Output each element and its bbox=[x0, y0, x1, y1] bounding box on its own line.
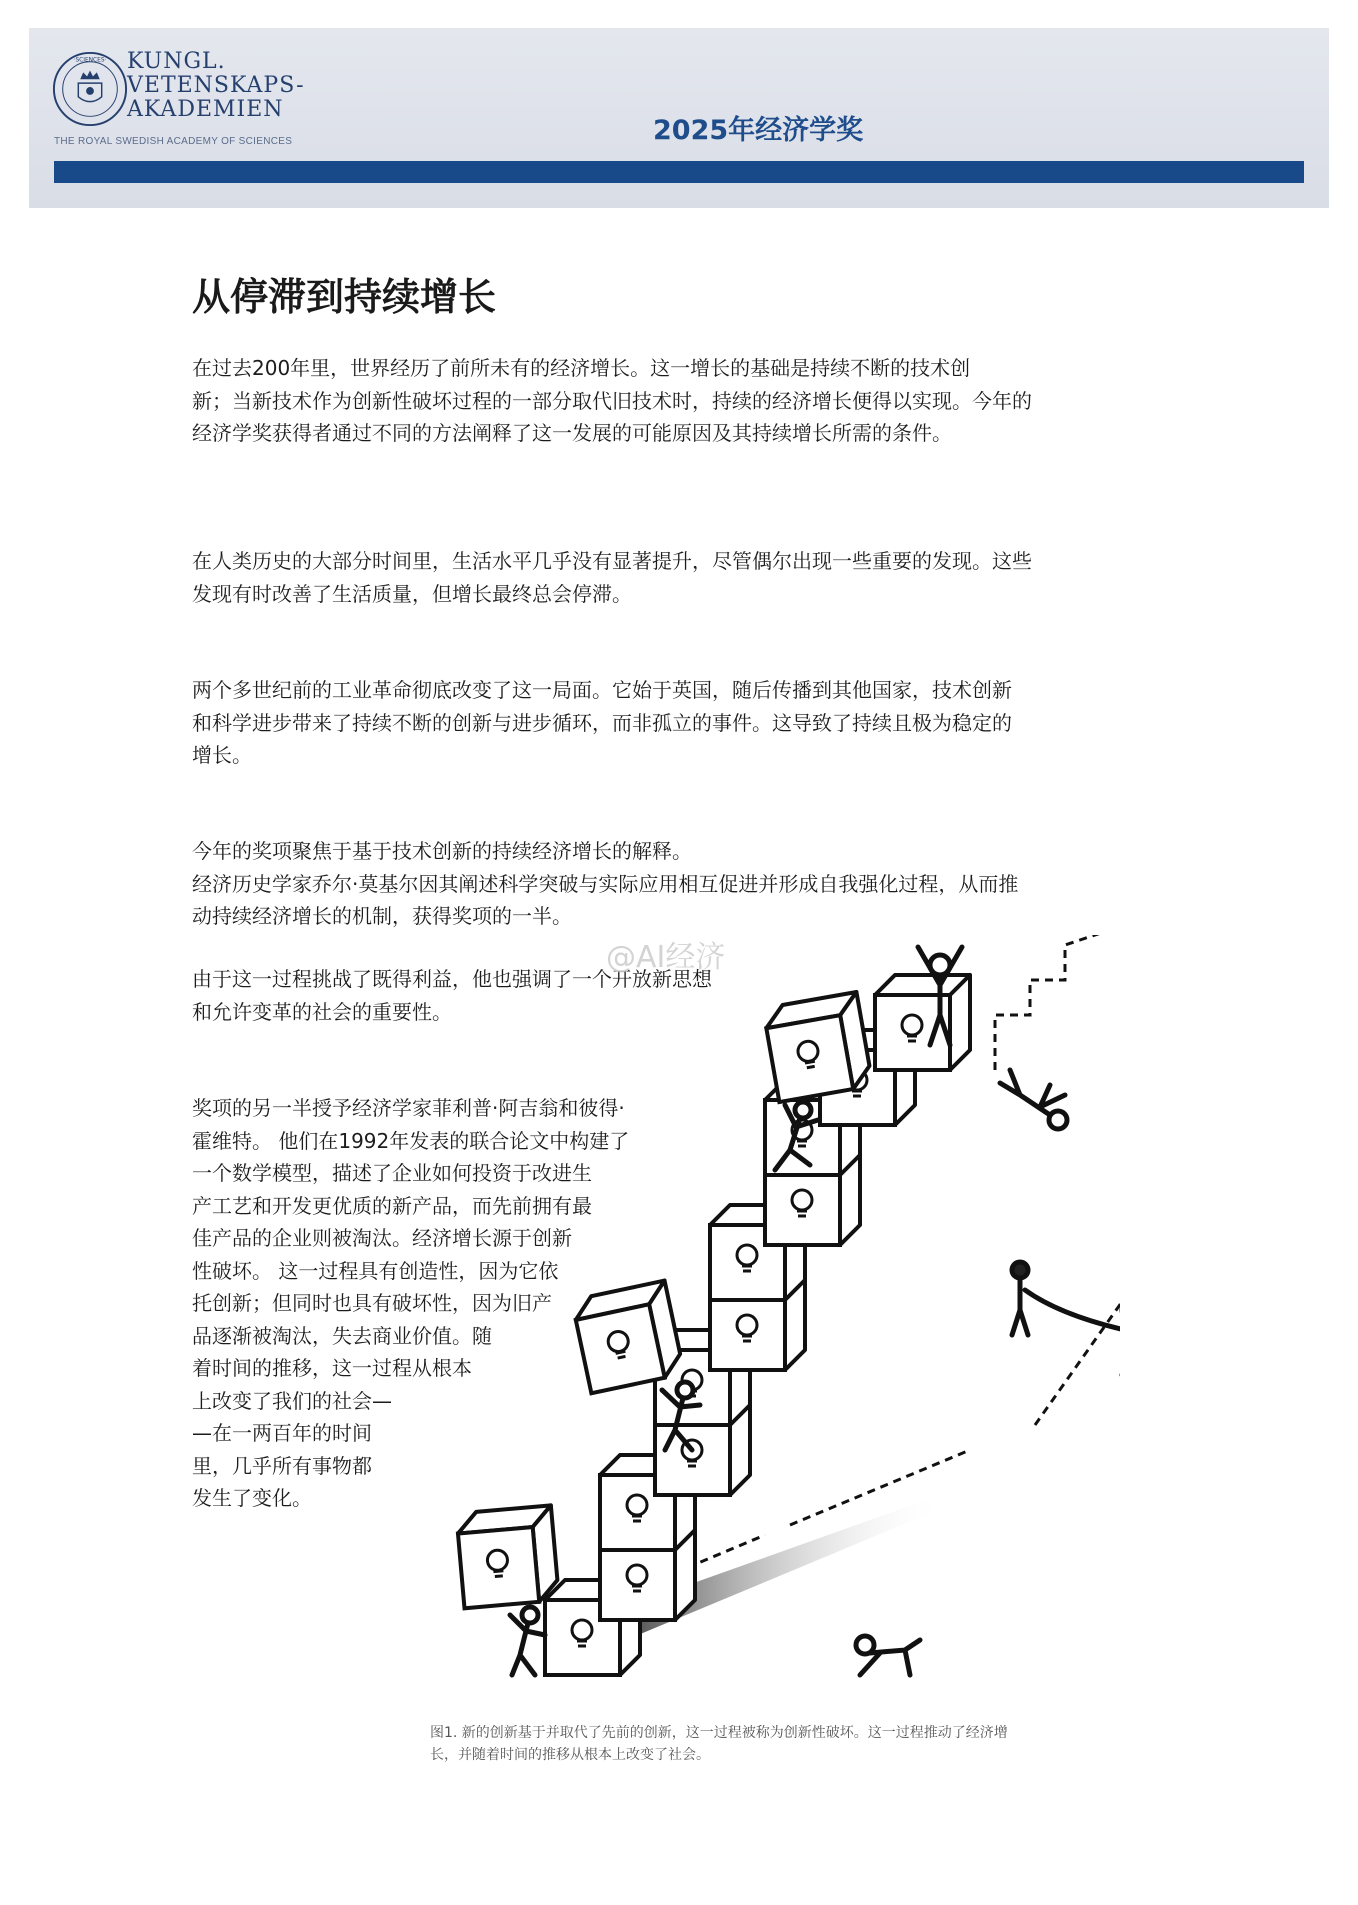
text-line: 两个多世纪前的工业革命彻底改变了这一局面。它始于英国，随后传播到其他国家，技术创新 bbox=[192, 678, 1012, 702]
text-line: 动持续经济增长的机制，获得奖项的一半。 bbox=[192, 904, 572, 928]
academy-seal-icon bbox=[51, 50, 129, 128]
text-line: 经济学奖获得者通过不同的方法阐释了这一发展的可能原因及其持续增长所需的条件。 bbox=[192, 421, 952, 445]
text-line: 发生了变化。 bbox=[192, 1486, 312, 1510]
svg-text:·SCIENCES·: ·SCIENCES· bbox=[73, 57, 107, 64]
paragraph-history bbox=[192, 545, 1032, 610]
text-line: 经济历史学家乔尔·莫基尔因其阐述科学突破与实际应用相互促进并形成自我强化过程，从而推 bbox=[192, 871, 1019, 896]
dashed-stairs bbox=[995, 935, 1110, 1070]
text-line: 托创新；但同时也具有破坏性，因为旧产 bbox=[192, 1291, 552, 1315]
text-line: 今年的奖项聚焦于基于技术创新的持续经济增长的解释。 bbox=[192, 839, 692, 863]
paragraph-mokyr bbox=[192, 835, 1018, 933]
crawling-person-icon bbox=[856, 1636, 920, 1675]
text-line: 着时间的推移，这一过程从根本 bbox=[192, 1356, 472, 1380]
caption-line: 长，并随着时间的推移从根本上改变了社会。 bbox=[430, 1747, 710, 1763]
academy-name bbox=[127, 50, 305, 122]
creative-destruction-illustration bbox=[440, 935, 1120, 1715]
dashed-line bbox=[790, 1450, 970, 1525]
text-line: 奖项的另一半授予经济学家菲利普·阿吉翁和彼得· bbox=[192, 1096, 625, 1120]
climbing-person-icon bbox=[510, 1607, 545, 1675]
academy-name-line: KUNGL. bbox=[127, 49, 226, 74]
caption-line: 图1. 新的创新基于并取代了先前的创新，这一过程被称为创新性破坏。这一过程推动了经济增 bbox=[430, 1725, 1008, 1741]
page-title: 从停滞到持续增长 bbox=[192, 275, 497, 319]
text-line: 增长。 bbox=[192, 743, 252, 767]
header-band bbox=[29, 28, 1329, 208]
text-line: 里，几乎所有事物都 bbox=[192, 1453, 372, 1478]
text-line: 品逐渐被淘汰，失去商业价值。随 bbox=[192, 1323, 492, 1348]
carrying-people-icon bbox=[1012, 1262, 1120, 1375]
dashed-line bbox=[1035, 1255, 1120, 1425]
text-line: 霍维特。 他们在1992年发表的联合论文中构建了 bbox=[192, 1128, 630, 1153]
text-line: 由于这一过程挑战了既得利益，他也强调了一个开放新思想 bbox=[192, 967, 712, 991]
text-line: —在一两百年的时间 bbox=[192, 1421, 372, 1445]
academy-name-line: VETENSKAPS- bbox=[127, 73, 305, 98]
idea-box-icon bbox=[875, 975, 970, 1070]
paragraph-intro bbox=[192, 352, 1032, 450]
text-line: 和允许变革的社会的重要性。 bbox=[192, 999, 452, 1024]
text-line: 在过去200年里，世界经历了前所未有的经济增长。这一增长的基础是持续不断的技术创 bbox=[192, 356, 971, 380]
figure-caption bbox=[430, 1722, 1100, 1766]
text-line: 在人类历史的大部分时间里，生活水平几乎没有显著提升，尽管偶尔出现一些重要的发现。这些 bbox=[192, 549, 1032, 573]
academy-name-line: AKADEMIEN bbox=[127, 97, 284, 122]
text-line: 佳产品的企业则被淘汰。经济增长源于创新 bbox=[192, 1226, 572, 1250]
falling-person-icon bbox=[1000, 1070, 1067, 1129]
header-bar bbox=[54, 161, 1304, 183]
academy-subtitle: THE ROYAL SWEDISH ACADEMY OF SCIENCES bbox=[54, 136, 293, 147]
text-line: 和科学进步带来了持续不断的创新与进步循环，而非孤立的事件。这导致了持续且极为稳定的 bbox=[192, 710, 1012, 735]
text-line: 新；当新技术作为创新性破坏过程的一部分取代旧技术时，持续的经济增长便得以实现。今年的 bbox=[192, 388, 1032, 413]
text-line: 产工艺和开发更优质的新产品，而先前拥有最 bbox=[192, 1193, 592, 1218]
watermark: @AI经济 bbox=[606, 940, 726, 975]
text-line: 性破坏。 这一过程具有创造性，因为它依 bbox=[192, 1258, 559, 1283]
text-line: 发现有时改善了生活质量，但增长最终总会停滞。 bbox=[192, 581, 632, 606]
idea-box-icon bbox=[763, 992, 873, 1102]
paragraph-industrial-revolution bbox=[192, 674, 1012, 772]
text-line: 上改变了我们的社会— bbox=[192, 1388, 392, 1413]
text-line: 一个数学模型，描述了企业如何投资于改进生 bbox=[192, 1161, 592, 1185]
idea-box-icon bbox=[572, 1281, 685, 1394]
prize-title: 2025年经济学奖 bbox=[653, 115, 864, 146]
idea-box-icon bbox=[456, 1505, 559, 1608]
